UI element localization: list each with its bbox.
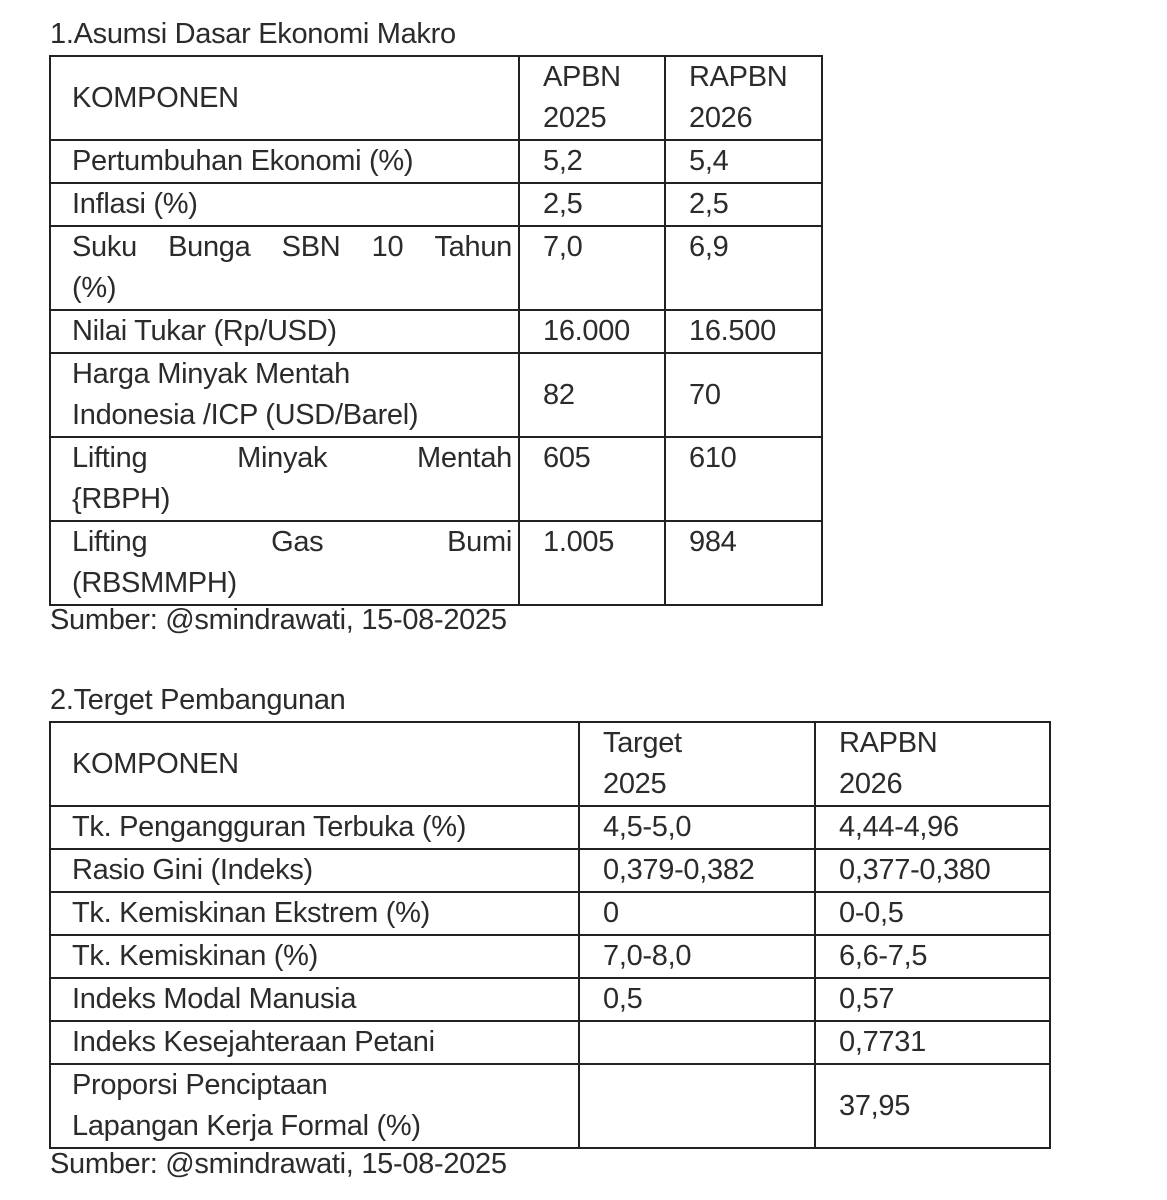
table-row	[50, 183, 822, 226]
komponen-cell: Tk. Pengangguran Terbuka (%)	[50, 806, 579, 849]
header-komponen: KOMPONEN	[50, 722, 579, 806]
header-line: RAPBN	[839, 727, 938, 759]
header-line: 2025	[543, 102, 607, 134]
macro-assumptions-table	[49, 55, 823, 606]
table-row	[50, 935, 1050, 978]
target-2025-cell: 4,5-5,0	[579, 806, 815, 849]
table-row	[50, 806, 1050, 849]
target-2025-cell: 7,0-8,0	[579, 935, 815, 978]
komponen-cell	[50, 521, 519, 605]
komponen-line: Proporsi Penciptaan	[72, 1069, 328, 1101]
apbn-2025-cell: 82	[519, 353, 665, 437]
apbn-2025-cell: 1.005	[519, 521, 665, 605]
apbn-2025-cell: 605	[519, 437, 665, 521]
apbn-2025-cell: 7,0	[519, 226, 665, 310]
table-row	[50, 226, 822, 310]
target-2025-cell	[579, 1064, 815, 1148]
development-targets-table	[49, 721, 1051, 1149]
header-line: RAPBN	[689, 61, 788, 93]
header-line: 2025	[603, 768, 667, 800]
rapbn-2026-cell: 70	[665, 353, 822, 437]
section-2-title: 2.Terget Pembangunan	[50, 684, 346, 716]
komponen-cell	[50, 437, 519, 521]
komponen-line-justified	[72, 522, 512, 563]
komponen-word: Bumi	[447, 526, 512, 558]
komponen-word: Suku	[72, 231, 137, 263]
table-row	[50, 1064, 1050, 1148]
table-header-row	[50, 56, 822, 140]
table-row	[50, 849, 1050, 892]
table-row	[50, 978, 1050, 1021]
komponen-word: 10	[371, 231, 404, 263]
rapbn-2026-cell: 0,377-0,380	[815, 849, 1050, 892]
header-apbn-2025	[519, 56, 665, 140]
komponen-line: Lapangan Kerja Formal (%)	[72, 1110, 421, 1142]
rapbn-2026-cell: 6,9	[665, 226, 822, 310]
header-rapbn-2026	[665, 56, 822, 140]
target-2025-cell	[579, 1021, 815, 1064]
komponen-word: Tahun	[434, 231, 512, 263]
table-row	[50, 1021, 1050, 1064]
section-2-source: Sumber: @smindrawati, 15-08-2025	[50, 1148, 507, 1180]
apbn-2025-cell: 2,5	[519, 183, 665, 226]
apbn-2025-cell: 16.000	[519, 310, 665, 353]
komponen-word: Lifting	[72, 526, 148, 558]
rapbn-2026-cell: 610	[665, 437, 822, 521]
table-row	[50, 140, 822, 183]
table-row	[50, 353, 822, 437]
komponen-cell: Indeks Modal Manusia	[50, 978, 579, 1021]
table-row	[50, 310, 822, 353]
komponen-word: Gas	[271, 526, 324, 558]
header-komponen: KOMPONEN	[50, 56, 519, 140]
rapbn-2026-cell: 0,7731	[815, 1021, 1050, 1064]
apbn-2025-cell: 5,2	[519, 140, 665, 183]
komponen-word: Bunga	[168, 231, 251, 263]
target-2025-cell: 0,5	[579, 978, 815, 1021]
rapbn-2026-cell: 0,57	[815, 978, 1050, 1021]
komponen-word: SBN	[281, 231, 341, 263]
komponen-line: {RBPH)	[72, 483, 171, 515]
komponen-line: (RBSMMPH)	[72, 567, 237, 599]
komponen-cell	[50, 353, 519, 437]
komponen-line-justified	[72, 227, 512, 268]
komponen-word: Lifting	[72, 442, 148, 474]
section-1-title: 1.Asumsi Dasar Ekonomi Makro	[50, 18, 456, 50]
rapbn-2026-cell: 5,4	[665, 140, 822, 183]
komponen-word: Mentah	[417, 442, 512, 474]
komponen-cell	[50, 226, 519, 310]
komponen-cell: Nilai Tukar (Rp/USD)	[50, 310, 519, 353]
komponen-cell: Tk. Kemiskinan (%)	[50, 935, 579, 978]
komponen-word: Minyak	[237, 442, 328, 474]
section-1-source: Sumber: @smindrawati, 15-08-2025	[50, 604, 507, 636]
rapbn-2026-cell: 6,6-7,5	[815, 935, 1050, 978]
komponen-cell	[50, 1064, 579, 1148]
komponen-cell: Inflasi (%)	[50, 183, 519, 226]
komponen-cell: Pertumbuhan Ekonomi (%)	[50, 140, 519, 183]
komponen-line: Indonesia /ICP (USD/Barel)	[72, 399, 419, 431]
rapbn-2026-cell: 0-0,5	[815, 892, 1050, 935]
header-line: Target	[603, 727, 682, 759]
header-line: 2026	[839, 768, 903, 800]
table-row	[50, 437, 822, 521]
header-line: 2026	[689, 102, 753, 134]
table-row	[50, 521, 822, 605]
komponen-cell: Indeks Kesejahteraan Petani	[50, 1021, 579, 1064]
rapbn-2026-cell: 2,5	[665, 183, 822, 226]
table-header-row	[50, 722, 1050, 806]
komponen-cell: Rasio Gini (Indeks)	[50, 849, 579, 892]
header-rapbn-2026	[815, 722, 1050, 806]
rapbn-2026-cell: 37,95	[815, 1064, 1050, 1148]
target-2025-cell: 0	[579, 892, 815, 935]
komponen-line: Harga Minyak Mentah	[72, 358, 350, 390]
komponen-line: (%)	[72, 272, 117, 304]
komponen-cell: Tk. Kemiskinan Ekstrem (%)	[50, 892, 579, 935]
rapbn-2026-cell: 16.500	[665, 310, 822, 353]
header-line: APBN	[543, 61, 621, 93]
rapbn-2026-cell: 984	[665, 521, 822, 605]
target-2025-cell: 0,379-0,382	[579, 849, 815, 892]
rapbn-2026-cell: 4,44-4,96	[815, 806, 1050, 849]
komponen-line-justified	[72, 438, 512, 479]
table-row	[50, 892, 1050, 935]
header-target-2025	[579, 722, 815, 806]
